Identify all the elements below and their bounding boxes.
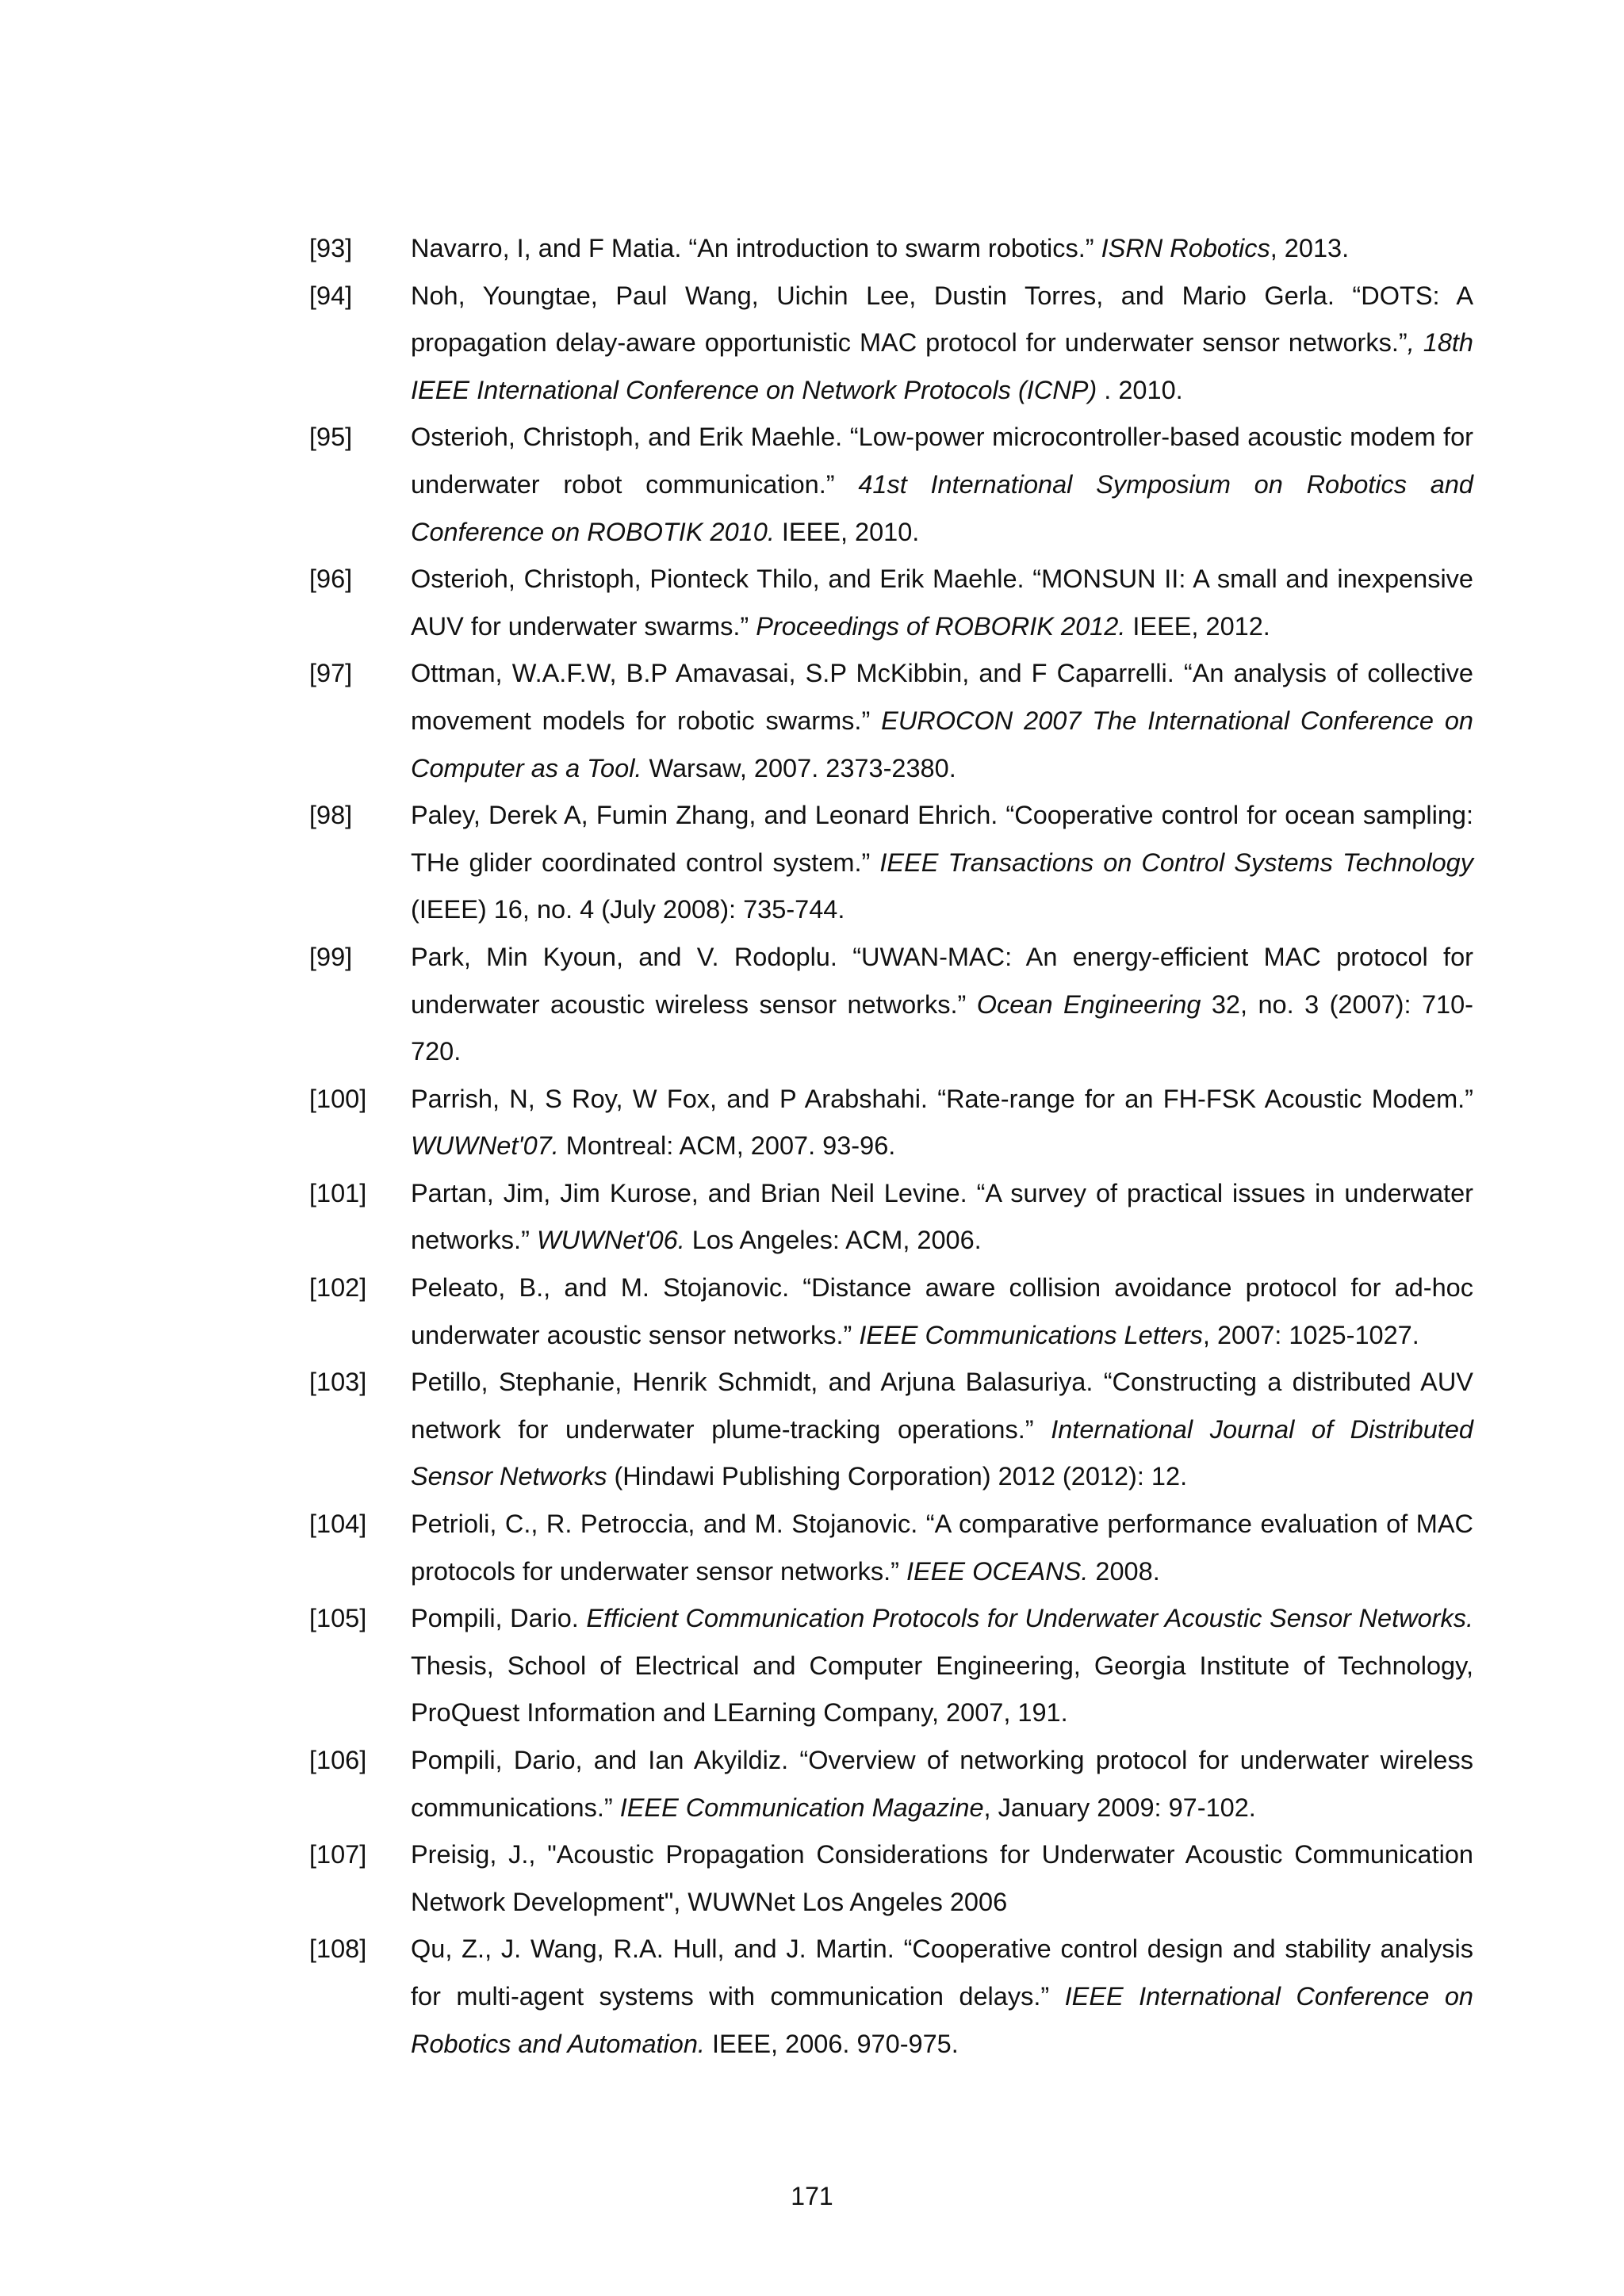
reference-text-segment: Osterioh, Christoph, and Erik Maehle. “Low-power microcontroller-based acoustic modem for underwater robot communication.” — [411, 423, 1473, 499]
reference-number: [93] — [309, 234, 353, 262]
reference-text — [411, 792, 1473, 934]
reference-title-italic: WUWNet'07. — [411, 1131, 559, 1161]
reference-text-segment: Petrioli, C., R. Petroccia, and M. Stojanovic. “A comparative performance evaluation of MAC protocols for underwater sensor networks.” — [411, 1510, 1473, 1586]
reference-text — [411, 1359, 1473, 1501]
reference-number: [105] — [309, 1604, 367, 1633]
reference-title-italic: Proceedings of ROBORIK 2012. — [756, 611, 1126, 641]
reference-item — [309, 934, 1473, 1076]
reference-item — [309, 414, 1473, 556]
reference-title-italic: IEEE International Conference on Robotics and Automation. — [411, 1981, 1474, 2058]
reference-text-segment: (Hindawi Publishing Corporation) 2012 (2012): 12. — [607, 1462, 1188, 1491]
reference-text-segment: Preisig, J., "Acoustic Propagation Considerations for Underwater Acoustic Communication Network Development", WUWNet Los Angeles 2006 — [411, 1840, 1473, 1916]
reference-text-segment: Navarro, I, and F Matia. “An introduction to swarm robotics.” — [411, 234, 1101, 262]
reference-text-segment: Warsaw, 2007. 2373-2380. — [642, 753, 956, 783]
reference-text-segment: . 2010. — [1097, 375, 1183, 404]
reference-number: [104] — [309, 1510, 367, 1539]
reference-text-segment: Park, Min Kyoun, and V. Rodoplu. “UWAN-MAC: An energy-efficient MAC protocol for underwater acoustic wireless sensor networks.” — [411, 942, 1473, 1019]
reference-item — [309, 1170, 1473, 1265]
reference-text-segment: Thesis, School of Electrical and Computer Engineering, Georgia Institute of Technology, ProQuest Information and LEarning Company, 2007, 191. — [411, 1651, 1473, 1728]
reference-item — [309, 1737, 1473, 1831]
reference-item — [309, 273, 1473, 415]
reference-text-segment: 32, no. 3 (2007): 710-720. — [411, 989, 1474, 1066]
reference-number: [96] — [309, 564, 353, 594]
reference-number: [101] — [309, 1178, 367, 1207]
reference-text-segment: Pompili, Dario, and Ian Akyildiz. “Overview of networking protocol for underwater wireless communications.” — [411, 1746, 1473, 1822]
reference-list — [309, 225, 1473, 2068]
reference-text — [411, 225, 1473, 273]
reference-text — [411, 1595, 1473, 1737]
reference-item — [309, 792, 1473, 934]
reference-text-segment: 2008. — [1088, 1556, 1160, 1586]
reference-item — [309, 225, 1473, 273]
reference-text — [411, 934, 1473, 1076]
reference-number: [108] — [309, 1934, 367, 1964]
reference-text — [411, 1076, 1473, 1170]
reference-text-segment: , 2007: 1025-1027. — [1202, 1320, 1419, 1349]
reference-number: [106] — [309, 1746, 367, 1774]
reference-title-italic: Ocean Engineering — [976, 989, 1201, 1019]
reference-text-segment: Peleato, B., and M. Stojanovic. “Distance aware collision avoidance protocol for ad-hoc underwater acoustic sensor networks.” — [411, 1273, 1473, 1349]
reference-title-italic: IEEE Transactions on Control Systems Technology — [879, 848, 1473, 877]
reference-number: [98] — [309, 801, 353, 830]
reference-number: [103] — [309, 1368, 367, 1397]
reference-number: [107] — [309, 1840, 367, 1869]
reference-item — [309, 1265, 1473, 1359]
reference-text-segment: (IEEE) 16, no. 4 (July 2008): 735-744. — [411, 895, 845, 924]
reference-number: [100] — [309, 1084, 367, 1113]
reference-text-segment: IEEE, 2010. — [774, 517, 920, 546]
reference-text-segment: Qu, Z., J. Wang, R.A. Hull, and J. Martin. “Cooperative control design and stability analysis for multi-agent systems with communication delays.” — [411, 1934, 1473, 2011]
reference-number: [102] — [309, 1273, 367, 1303]
reference-item — [309, 556, 1473, 650]
reference-text-segment: Partan, Jim, Jim Kurose, and Brian Neil Levine. “A survey of practical issues in underwater networks.” — [411, 1178, 1473, 1255]
reference-item — [309, 1831, 1473, 1926]
reference-item — [309, 1926, 1473, 2068]
reference-number: [97] — [309, 659, 353, 688]
reference-text-segment: Petillo, Stephanie, Henrik Schmidt, and Arjuna Balasuriya. “Constructing a distributed AUV network for underwater plume-tracking operations.” — [411, 1368, 1473, 1444]
reference-title-italic: , 18th IEEE International Conference on Network Protocols (ICNP) — [411, 328, 1473, 404]
reference-text-segment: Los Angeles: ACM, 2006. — [684, 1226, 982, 1255]
reference-item — [309, 1076, 1473, 1170]
reference-text — [411, 1170, 1473, 1265]
reference-item — [309, 1595, 1473, 1737]
reference-text — [411, 1501, 1473, 1595]
reference-title-italic: 41st International Symposium on Robotics and Conference on ROBOTIK 2010. — [411, 469, 1473, 546]
reference-title-italic: International Journal of Distributed Sensor Networks — [411, 1414, 1473, 1491]
reference-text — [411, 414, 1473, 556]
reference-text-segment: Noh, Youngtae, Paul Wang, Uichin Lee, Dustin Torres, and Mario Gerla. “DOTS: A propagation delay-aware opportunistic MAC protocol for underwater sensor networks.” — [411, 281, 1473, 358]
reference-text — [411, 1265, 1473, 1359]
reference-text-segment: IEEE, 2006. 970-975. — [704, 2029, 959, 2058]
page-number: 171 — [791, 2182, 833, 2210]
reference-text — [411, 1926, 1473, 2068]
reference-text-segment: , 2013. — [1270, 234, 1350, 262]
reference-text-segment: IEEE, 2012. — [1125, 611, 1270, 641]
reference-title-italic: ISRN Robotics — [1101, 234, 1270, 262]
reference-title-italic: IEEE OCEANS. — [906, 1556, 1089, 1586]
reference-number: [95] — [309, 423, 353, 452]
reference-item — [309, 1501, 1473, 1595]
reference-text-segment: Parrish, N, S Roy, W Fox, and P Arabshahi. “Rate-range for an FH-FSK Acoustic Modem.” — [411, 1084, 1473, 1113]
reference-text — [411, 273, 1473, 415]
reference-text-segment: Pompili, Dario. — [411, 1604, 587, 1633]
reference-text-segment: Osterioh, Christoph, Pionteck Thilo, and Erik Maehle. “MONSUN II: A small and inexpensive AUV for underwater swarms.” — [411, 564, 1473, 641]
reference-number: [99] — [309, 942, 353, 971]
reference-number: [94] — [309, 281, 353, 310]
reference-text — [411, 650, 1473, 792]
reference-text-segment: Ottman, W.A.F.W, B.P Amavasai, S.P McKibbin, and F Caparrelli. “An analysis of collective movement models for robotic swarms.” — [411, 659, 1473, 735]
reference-text — [411, 1737, 1473, 1831]
reference-title-italic: IEEE Communications Letters — [859, 1320, 1203, 1349]
reference-title-italic: Efficient Communication Protocols for Underwater Acoustic Sensor Networks. — [586, 1604, 1474, 1633]
reference-item — [309, 650, 1473, 792]
reference-item — [309, 1359, 1473, 1501]
reference-title-italic: IEEE Communication Magazine — [619, 1793, 984, 1822]
reference-title-italic: WUWNet'06. — [536, 1226, 685, 1255]
reference-text-segment: Paley, Derek A, Fumin Zhang, and Leonard Ehrich. “Cooperative control for ocean sampling: THe glider coordinated control system.” — [411, 801, 1473, 877]
reference-text-segment: , January 2009: 97-102. — [983, 1793, 1256, 1822]
reference-text — [411, 556, 1473, 650]
reference-title-italic: EUROCON 2007 The International Conference on Computer as a Tool. — [411, 706, 1473, 783]
reference-text-segment: Montreal: ACM, 2007. 93-96. — [558, 1131, 896, 1161]
reference-text — [411, 1831, 1473, 1926]
